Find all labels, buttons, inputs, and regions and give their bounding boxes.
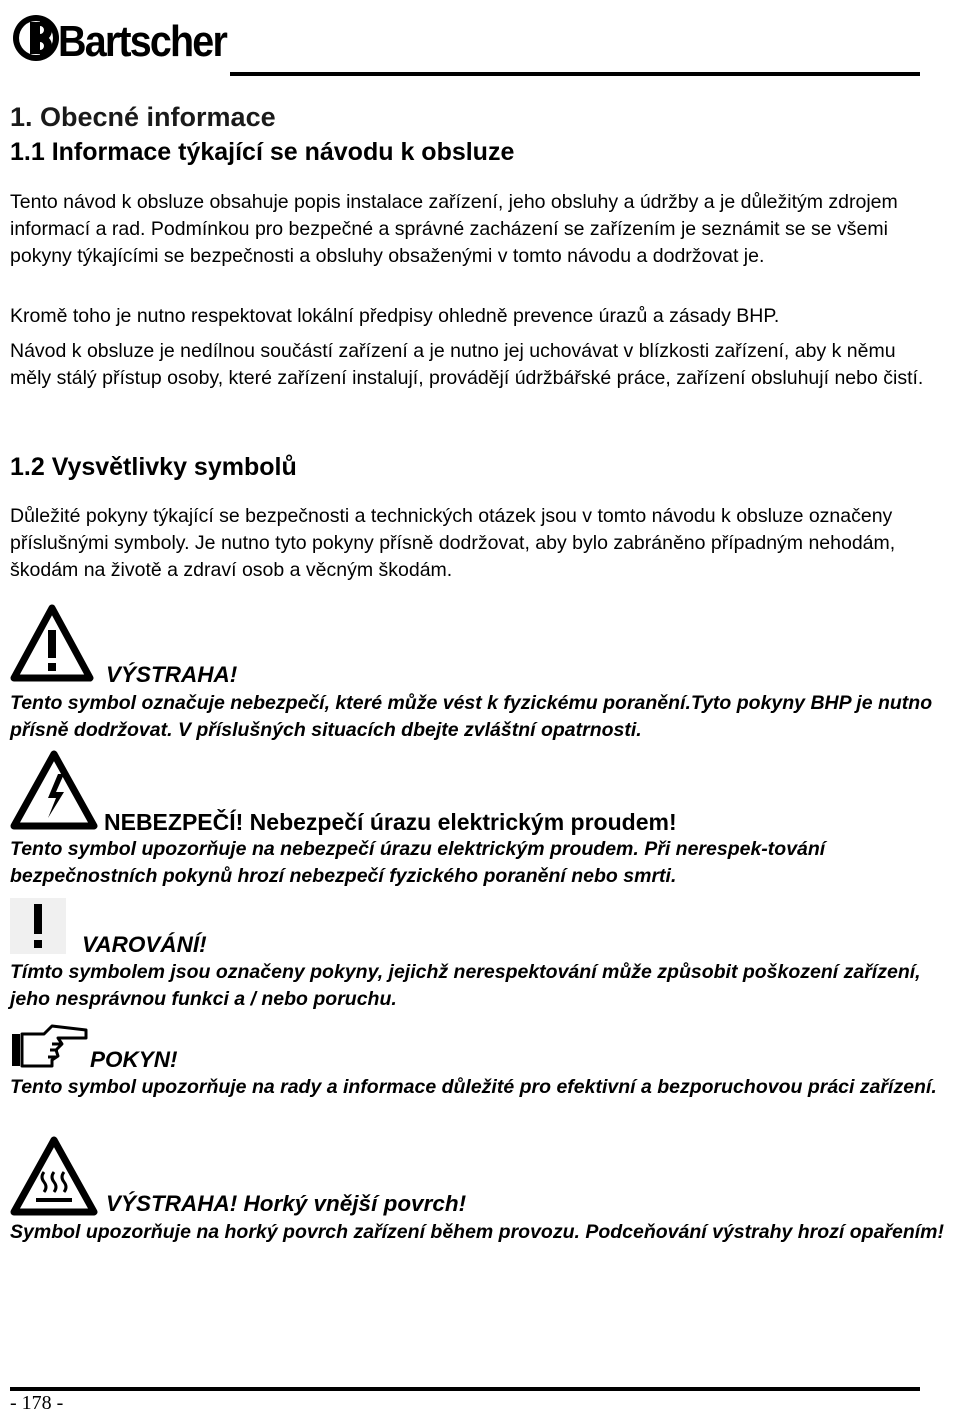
symbol-title: VAROVÁNÍ! <box>82 932 207 957</box>
exclamation-square-icon <box>10 898 66 954</box>
warning-triangle-icon <box>10 604 94 684</box>
symbol-description: Tento symbol upozorňuje na nebezpečí úrazu elektrickým proudem. Při nerespek-tování bezpečnostních pokynů hrozí nebezpečí fyzického poranění nebo smrti. <box>10 838 826 887</box>
symbol-description: Tento symbol označuje nebezpečí, které může vést k fyzickému poranění.Tyto pokyny BHP je nutno přísně dodržovat. V příslušných situacích dbejte zvláštní opatrnosti. <box>10 692 933 741</box>
paragraph: Kromě toho je nutno respektovat lokální předpisy ohledně prevence úrazů a zásady BHP. <box>10 305 780 327</box>
symbol-title: VÝSTRAHA! Horký vnější povrch! <box>106 1191 467 1216</box>
section-heading: 1. Obecné informace <box>10 102 276 132</box>
hot-surface-icon <box>10 1136 98 1218</box>
symbol-title: POKYN! <box>90 1047 178 1072</box>
paragraph: Návod k obsluze je nedílnou součástí zařízení a je nutno jej uchovávat v blízkosti zařízení, aby k němu měly stálý přístup osoby, které zařízení instalují, provádějí údržbářské práce, zařízení obsluhují nebo čistí. <box>10 340 924 389</box>
footer-rule <box>10 1387 920 1391</box>
subsection-heading: 1.2 Vysvětlivky symbolů <box>10 453 297 481</box>
symbol-description: Tímto symbolem jsou označeny pokyny, jejichž nerespektování může způsobit poškození zařízení, jeho nesprávnou funkci a / nebo poruchu. <box>10 961 921 1010</box>
logo-text: Bartscher <box>58 17 228 66</box>
symbol-description: Tento symbol upozorňuje na rady a informace důležité pro efektivní a bezporuchovou práci zařízení. <box>10 1076 937 1098</box>
electric-hazard-icon <box>10 750 98 832</box>
symbol-description: Symbol upozorňuje na horký povrch zařízení během provozu. Podceňování výstrahy hrozí opařením! <box>10 1221 945 1243</box>
header-rule <box>230 72 920 76</box>
symbol-title: NEBEZPEČÍ! Nebezpečí úrazu elektrickým proudem! <box>104 809 677 835</box>
paragraph: Tento návod k obsluze obsahuje popis instalace zařízení, jeho obsluhy a údržby a je důležitým zdrojem informací a rad. Podmínkou pro bezpečné a správné zacházení se zařízením je seznámit se se všemi pokyny týkajícími se bezpečnosti a obsluhy obsaženými v tomto návodu a dodržovat je. <box>10 191 898 267</box>
paragraph: Důležité pokyny týkající se bezpečnosti a technických otázek jsou v tomto návodu k obsluze označeny příslušnými symboly. Je nutno tyto pokyny přísně dodržovat, aby bylo zabráněno případným nehodám, škodám na životě a zdraví osob a věcným škodám. <box>10 505 896 581</box>
pointing-hand-icon <box>10 1020 90 1070</box>
bartscher-logo <box>10 6 230 66</box>
page-number: - 178 - <box>10 1392 64 1414</box>
subsection-heading: 1.1 Informace týkající se návodu k obsluze <box>10 138 515 166</box>
symbol-title: VÝSTRAHA! <box>106 662 238 687</box>
